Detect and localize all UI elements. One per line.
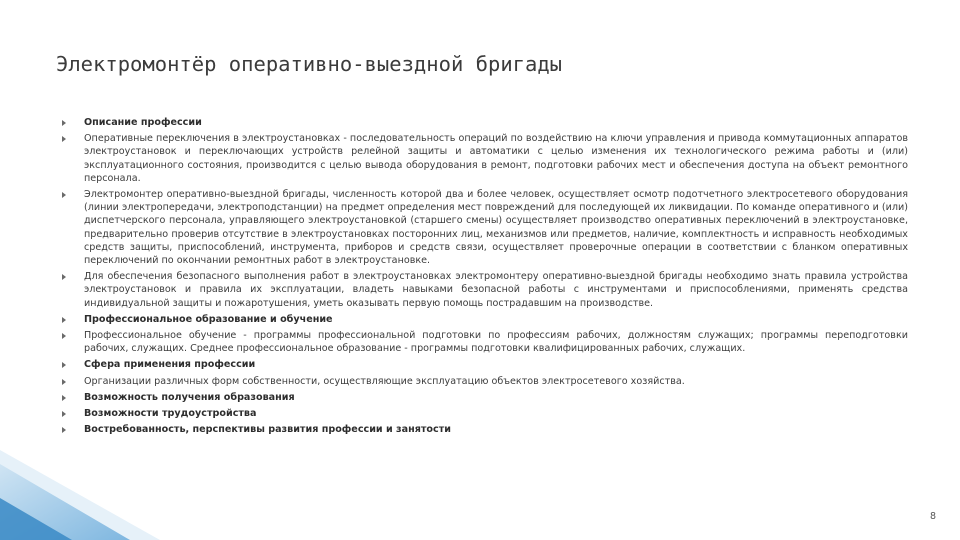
- bullet-arrow-icon: [62, 427, 66, 433]
- bullet-arrow-icon: [62, 136, 66, 142]
- section-heading: Сфера применения профессии: [84, 359, 256, 371]
- bullet-arrow-icon: [62, 333, 66, 339]
- list-item: [62, 188, 908, 267]
- paragraph-text: Профессиональное обучение - программы профессиональной подготовки по профессиям рабочих, должностям служащих; программы переподготовки рабочих, служащих. Среднее профессиональное образование - программы подготовки квалифицированных рабочих, служащих.: [84, 330, 908, 355]
- bullet-arrow-icon: [62, 317, 66, 323]
- list-item: [62, 423, 908, 436]
- list-item: [62, 313, 908, 326]
- section-heading: Возможность получения образования: [84, 391, 295, 403]
- bullet-list: [62, 116, 908, 439]
- page-number: 8: [929, 511, 936, 522]
- slide-title: Электромонтёр оперативно-выездной бригады: [56, 52, 563, 76]
- paragraph-text: Организации различных форм собственности, осуществляющие эксплуатацию объектов электросетевого хозяйства.: [84, 375, 685, 387]
- bullet-arrow-icon: [62, 120, 66, 126]
- section-heading: Описание профессии: [84, 117, 202, 128]
- list-item: [62, 375, 908, 388]
- bullet-arrow-icon: [62, 379, 66, 385]
- list-item: [62, 329, 908, 355]
- list-item: [62, 270, 908, 310]
- paragraph-text: Электромонтер оперативно-выездной бригады, численность которой два и более человек, осуществляет осмотр подотчетного электросетевого оборудования (линии электропередачи, электроподстанции) на предмет определения мест повреждений для последующей их ликвидации. По команде оперативного и (или) диспетчерского персонала, управляющего электроустановкой (старшего смены) осуществляет производство оперативных переключений в электроустановке, предварительно проверив отсутствие в электроустановках посторонних лиц, механизмов или предметов, наличие, комплектность и исправность необходимых средств защиты, приспособлений, инструмента, приборов и средств связи, осуществляет проверочные операции в соответствии с бланком оперативных переключений по окончании ремонтных работ в электроустановке.: [84, 189, 908, 267]
- bullet-arrow-icon: [62, 274, 66, 280]
- section-heading: Возможности трудоустройства: [84, 408, 257, 420]
- bullet-arrow-icon: [62, 411, 66, 417]
- bullet-arrow-icon: [62, 395, 66, 401]
- bullet-arrow-icon: [62, 192, 66, 198]
- corner-decoration: [0, 450, 160, 540]
- paragraph-text: Для обеспечения безопасного выполнения работ в электроустановках электромонтеру оперативно-выездной бригады необходимо знать правила устройства электроустановок и правила их эксплуатации, владеть навыками безопасной работы с инструментами и приспособлениями, применять средства индивидуальной защиты и пожаротушения, уметь оказывать первую помощь пострадавшим на производстве.: [84, 271, 908, 309]
- paragraph-text: Оперативные переключения в электроустановках - последовательность операций по воздействию на ключи управления и привода коммутационных аппаратов электроустановок и переключающих устройств релейной защиты и автоматики с целью изменения их технологического режима работы и (или) эксплуатационного состояния, производится с целью вывода оборудования в ремонт, подготовки рабочих мест и обеспечения доступа на объект ремонтного персонала.: [84, 133, 908, 184]
- list-item: [62, 132, 908, 185]
- list-item: [62, 358, 908, 371]
- bullet-arrow-icon: [62, 362, 66, 368]
- list-item: [62, 391, 908, 404]
- list-item: [62, 407, 908, 420]
- list-item: [62, 116, 908, 129]
- section-heading: Востребованность, перспективы развития профессии и занятости: [84, 424, 451, 436]
- section-heading: Профессиональное образование и обучение: [84, 313, 333, 325]
